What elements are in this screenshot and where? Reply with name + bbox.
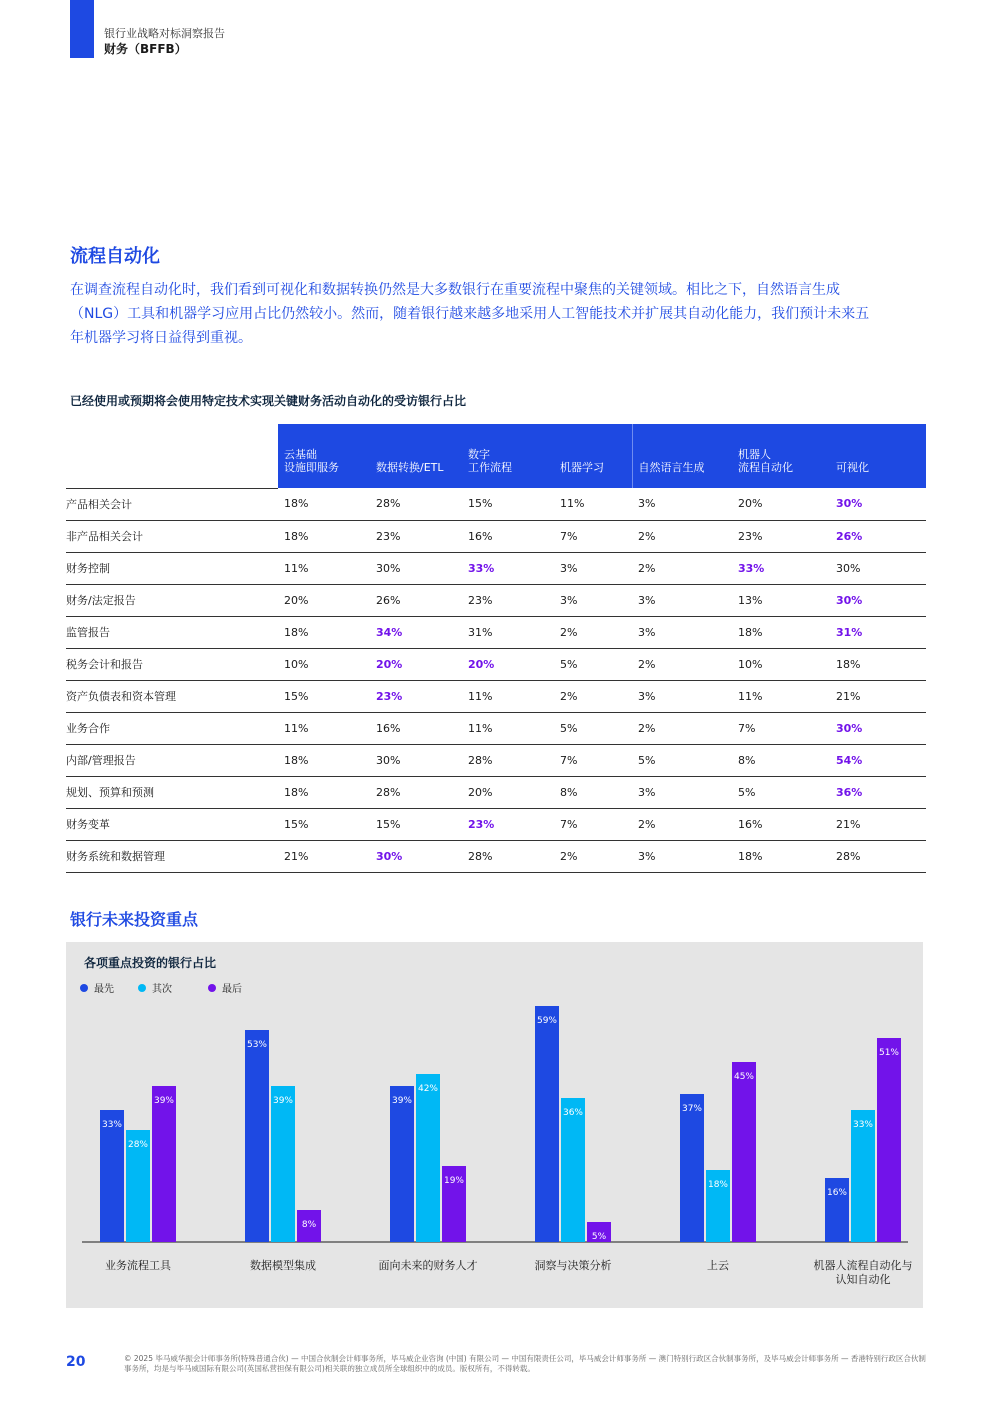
category-label: 洞察与决策分析 (534, 1259, 612, 1272)
row-label: 税务会计和报告 (66, 648, 278, 680)
table-cell: 33% (732, 552, 830, 584)
table-cell: 11% (278, 552, 370, 584)
bar-data-label: 16% (826, 1188, 848, 1198)
bar-data-label: 5% (591, 1232, 607, 1242)
table-cell: 23% (370, 520, 462, 552)
table-row (66, 520, 926, 552)
bar-data-label: 33% (852, 1120, 874, 1130)
table-row (66, 744, 926, 776)
table-cell: 15% (370, 808, 462, 840)
table-cell: 2% (632, 552, 732, 584)
bar-data-label: 33% (101, 1120, 123, 1130)
bar (561, 1098, 585, 1242)
table-header-cell: 数字 工作流程 (462, 424, 554, 488)
table-cell: 7% (554, 520, 632, 552)
table-cell: 7% (554, 808, 632, 840)
table-cell: 18% (278, 776, 370, 808)
table-cell: 10% (278, 648, 370, 680)
table-row (66, 616, 926, 648)
table-cell: 5% (732, 776, 830, 808)
table-cell: 7% (554, 744, 632, 776)
table-cell: 28% (462, 744, 554, 776)
header-accent-bar (70, 0, 94, 58)
legend-label: 最后 (222, 984, 242, 995)
table-cell: 11% (462, 712, 554, 744)
table-cell: 2% (632, 808, 732, 840)
table-row (66, 776, 926, 808)
table-cell: 18% (732, 616, 830, 648)
table-cell: 21% (830, 808, 926, 840)
table-cell: 36% (830, 776, 926, 808)
table-cell: 23% (370, 680, 462, 712)
investment-bar-chart (66, 942, 923, 1308)
table-cell: 16% (462, 520, 554, 552)
table-cell: 7% (732, 712, 830, 744)
table-header-cell: 数据转换/ETL (370, 424, 462, 488)
row-label: 规划、预算和预测 (66, 776, 278, 808)
bar-data-label: 19% (443, 1176, 465, 1186)
table-cell: 3% (632, 680, 732, 712)
table-row (66, 648, 926, 680)
row-label: 业务合作 (66, 712, 278, 744)
bar (877, 1038, 901, 1242)
table-cell: 34% (370, 616, 462, 648)
legend-label: 最先 (94, 984, 114, 995)
table-row (66, 840, 926, 872)
table-cell: 3% (632, 776, 732, 808)
table-row (66, 808, 926, 840)
table-cell: 15% (278, 680, 370, 712)
table-cell: 30% (830, 552, 926, 584)
table-header-cell: 机器学习 (554, 424, 632, 488)
table-cell: 18% (278, 616, 370, 648)
table-cell: 2% (632, 520, 732, 552)
table-row (66, 488, 926, 520)
table-cell: 26% (830, 520, 926, 552)
table-cell: 3% (632, 488, 732, 520)
table-cell: 18% (278, 488, 370, 520)
table-cell: 3% (632, 840, 732, 872)
table-cell: 21% (278, 840, 370, 872)
bar-data-label: 8% (301, 1220, 317, 1230)
row-label: 产品相关会计 (66, 488, 278, 520)
table-cell: 3% (632, 616, 732, 648)
table-header-cell: 可视化 (830, 424, 926, 488)
table-cell: 21% (830, 680, 926, 712)
footer-legal-text: © 2025 毕马威华振会计师事务所(特殊普通合伙) — 中国合伙制会计师事务所，毕马威企业咨询 (中国) 有限公司 — 中国有限责任公司，毕马威会计师事务所 — 澳门特别行政区合伙制事务所，及毕马威会计师事务所 — 香港特别行政区合伙制事务所，均是与毕马威国际有限公司(英国私营担保有限公司)相关联的独立成员所全球组织中的成员。版权所有，不得转载。 (124, 1354, 926, 1373)
bar-data-label: 37% (681, 1104, 703, 1114)
table-cell: 16% (732, 808, 830, 840)
table-cell: 11% (554, 488, 632, 520)
row-label: 监管报告 (66, 616, 278, 648)
table-row (66, 584, 926, 616)
table-cell: 5% (554, 648, 632, 680)
table-header-cell: 云基础 设施即服务 (278, 424, 370, 488)
table-cell: 2% (632, 648, 732, 680)
table-cell: 8% (732, 744, 830, 776)
category-label: 认知自动化 (835, 1273, 891, 1286)
table-header-cell: 机器人 流程自动化 (732, 424, 830, 488)
bar (152, 1086, 176, 1242)
bar (732, 1062, 756, 1242)
table-cell: 3% (554, 584, 632, 616)
table-row (66, 552, 926, 584)
section-title-process-automation: 流程自动化 (70, 246, 160, 267)
bar (680, 1094, 704, 1242)
table-cell: 30% (370, 840, 462, 872)
row-label: 财务/法定报告 (66, 584, 278, 616)
row-label: 内部/管理报告 (66, 744, 278, 776)
table-cell: 5% (632, 744, 732, 776)
table-cell: 15% (278, 808, 370, 840)
legend-label: 其次 (152, 984, 172, 995)
table-cell: 30% (830, 584, 926, 616)
table-cell: 13% (732, 584, 830, 616)
table-cell: 31% (830, 616, 926, 648)
table-row (66, 680, 926, 712)
table-header-blank (66, 424, 278, 488)
bar-data-label: 39% (391, 1096, 413, 1106)
bar-data-label: 51% (878, 1048, 900, 1058)
table-cell: 3% (554, 552, 632, 584)
bar-data-label: 45% (733, 1072, 755, 1082)
bar-data-label: 39% (272, 1096, 294, 1106)
bar-data-label: 53% (246, 1040, 268, 1050)
table-cell: 30% (370, 744, 462, 776)
table-header-cell: 自然语言生成 (632, 424, 732, 488)
table-cell: 18% (278, 744, 370, 776)
table-cell: 31% (462, 616, 554, 648)
table-cell: 11% (732, 680, 830, 712)
table-cell: 23% (462, 584, 554, 616)
table-cell: 26% (370, 584, 462, 616)
table-caption: 已经使用或预期将会使用特定技术实现关键财务活动自动化的受访银行占比 (70, 394, 467, 408)
bar-data-label: 18% (707, 1180, 729, 1190)
category-label: 业务流程工具 (105, 1259, 171, 1272)
bar (535, 1006, 559, 1242)
table-cell: 5% (554, 712, 632, 744)
bar (271, 1086, 295, 1242)
table-cell: 18% (278, 520, 370, 552)
table-cell: 18% (830, 648, 926, 680)
bar-data-label: 36% (562, 1108, 584, 1118)
table-header-row (66, 424, 926, 488)
table-cell: 28% (370, 488, 462, 520)
report-subtitle: 银行业战略对标洞察报告 (104, 27, 225, 40)
table-cell: 33% (462, 552, 554, 584)
table-cell: 23% (732, 520, 830, 552)
section-title-investment-focus: 银行未来投资重点 (70, 910, 199, 929)
table-cell: 54% (830, 744, 926, 776)
bar-data-label: 59% (536, 1016, 558, 1026)
row-label: 财务控制 (66, 552, 278, 584)
table-cell: 8% (554, 776, 632, 808)
bar (416, 1074, 440, 1242)
table-cell: 2% (554, 840, 632, 872)
table-cell: 28% (370, 776, 462, 808)
table-cell: 18% (732, 840, 830, 872)
table-cell: 2% (554, 680, 632, 712)
table-cell: 28% (462, 840, 554, 872)
table-cell: 30% (830, 488, 926, 520)
table-cell: 20% (462, 776, 554, 808)
category-label: 数据模型集成 (250, 1259, 316, 1272)
category-label: 机器人流程自动化与 (813, 1259, 913, 1272)
row-label: 财务系统和数据管理 (66, 840, 278, 872)
table-cell: 20% (732, 488, 830, 520)
chart-title: 各项重点投资的银行占比 (84, 956, 217, 970)
table-cell: 2% (632, 712, 732, 744)
table-cell: 30% (830, 712, 926, 744)
bar-data-label: 39% (153, 1096, 175, 1106)
table-cell: 20% (278, 584, 370, 616)
bar (245, 1030, 269, 1242)
category-label: 上云 (707, 1259, 729, 1272)
table-row (66, 712, 926, 744)
table-cell: 10% (732, 648, 830, 680)
category-label: 面向未来的财务人才 (378, 1259, 478, 1272)
row-label: 非产品相关会计 (66, 520, 278, 552)
table-cell: 11% (462, 680, 554, 712)
table-cell: 20% (370, 648, 462, 680)
table-cell: 20% (462, 648, 554, 680)
table-cell: 11% (278, 712, 370, 744)
table-cell: 15% (462, 488, 554, 520)
table-cell: 23% (462, 808, 554, 840)
table-cell: 3% (632, 584, 732, 616)
table-cell: 2% (554, 616, 632, 648)
table-cell: 30% (370, 552, 462, 584)
report-section-title: 财务（BFFB） (104, 42, 187, 56)
automation-table (66, 424, 926, 873)
row-label: 财务变革 (66, 808, 278, 840)
table-cell: 16% (370, 712, 462, 744)
bar-data-label: 42% (417, 1084, 439, 1094)
row-label: 资产负债表和资本管理 (66, 680, 278, 712)
intro-paragraph: 在调查流程自动化时，我们看到可视化和数据转换仍然是大多数银行在重要流程中聚焦的关键领域。相比之下，自然语言生成（NLG）工具和机器学习应用占比仍然较小。然而，随着银行越来越多地采用人工智能技术并扩展其自动化能力，我们预计未来五年机器学习将日益得到重视。 (70, 282, 870, 346)
table-cell: 28% (830, 840, 926, 872)
bar-data-label: 28% (127, 1140, 149, 1150)
page-number: 20 (66, 1354, 86, 1370)
bar (390, 1086, 414, 1242)
